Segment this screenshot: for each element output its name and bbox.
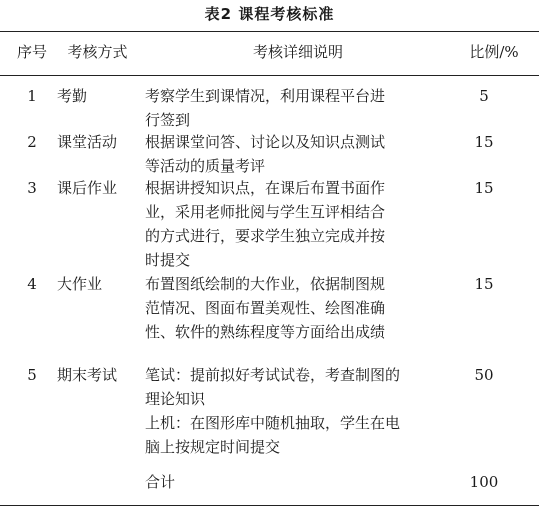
row-3-no: 3 (27, 179, 37, 197)
row-1-desc-line: 行签到 (145, 111, 191, 129)
row-3-desc (145, 176, 445, 272)
row-5-desc-line: 理论知识 (145, 390, 206, 408)
row-3-desc-line: 时提交 (145, 251, 191, 269)
row-2-desc-line: 等活动的质量考评 (145, 157, 266, 175)
row-2-ratio: 15 (474, 133, 494, 151)
row-4-desc-line: 性、软件的熟练程度等方面给出成绩 (145, 323, 386, 341)
row-3-ratio: 15 (474, 179, 494, 197)
row-2-method: 课堂活动 (57, 133, 118, 151)
header-desc: 考核详细说明 (252, 43, 343, 61)
row-3-desc-line: 业，采用老师批阅与学生互评相结合 (145, 203, 386, 221)
row-1-no: 1 (27, 87, 37, 105)
row-1-desc (145, 84, 445, 132)
row-4-desc (145, 272, 445, 344)
row-4-desc-line: 布置图纸绘制的大作业，依据制图规 (145, 275, 386, 293)
row-4-ratio: 15 (474, 275, 494, 293)
row-5-desc (145, 363, 445, 459)
row-2-desc-line: 根据课堂问答、讨论以及知识点测试 (145, 133, 386, 151)
row-4-no: 4 (27, 275, 37, 293)
header-no: 序号 (16, 43, 47, 61)
table-bottom-rule (0, 505, 539, 506)
table-caption: 表2 课程考核标准 (204, 5, 335, 23)
table-header-rule (0, 75, 539, 76)
table-top-rule (0, 31, 539, 32)
row-5-method: 期末考试 (57, 366, 118, 384)
row-5-desc-line: 脑上按规定时间提交 (145, 438, 281, 456)
header-method: 考核方式 (67, 43, 128, 61)
row-1-method: 考勤 (57, 87, 88, 105)
row-5-ratio: 50 (474, 366, 494, 384)
row-3-desc-line: 的方式进行，要求学生独立完成并按 (145, 227, 386, 245)
row-5-no: 5 (27, 366, 37, 384)
header-ratio: 比例/% (469, 43, 519, 61)
row-4-desc-line: 范情况、图面布置美观性、绘图准确 (145, 299, 386, 317)
row-4-method: 大作业 (57, 275, 103, 293)
total-label: 合计 (145, 473, 176, 491)
row-1-desc-line: 考察学生到课情况，利用课程平台进 (145, 87, 386, 105)
row-1-ratio: 5 (479, 87, 489, 105)
total-value: 100 (469, 473, 499, 491)
row-2-desc (145, 130, 445, 178)
row-3-method: 课后作业 (57, 179, 118, 197)
row-5-desc-line: 笔试：提前拟好考试试卷，考查制图的 (145, 366, 401, 384)
row-2-no: 2 (27, 133, 37, 151)
row-5-desc-line: 上机：在图形库中随机抽取，学生在电 (145, 414, 401, 432)
row-3-desc-line: 根据讲授知识点，在课后布置书面作 (145, 179, 386, 197)
